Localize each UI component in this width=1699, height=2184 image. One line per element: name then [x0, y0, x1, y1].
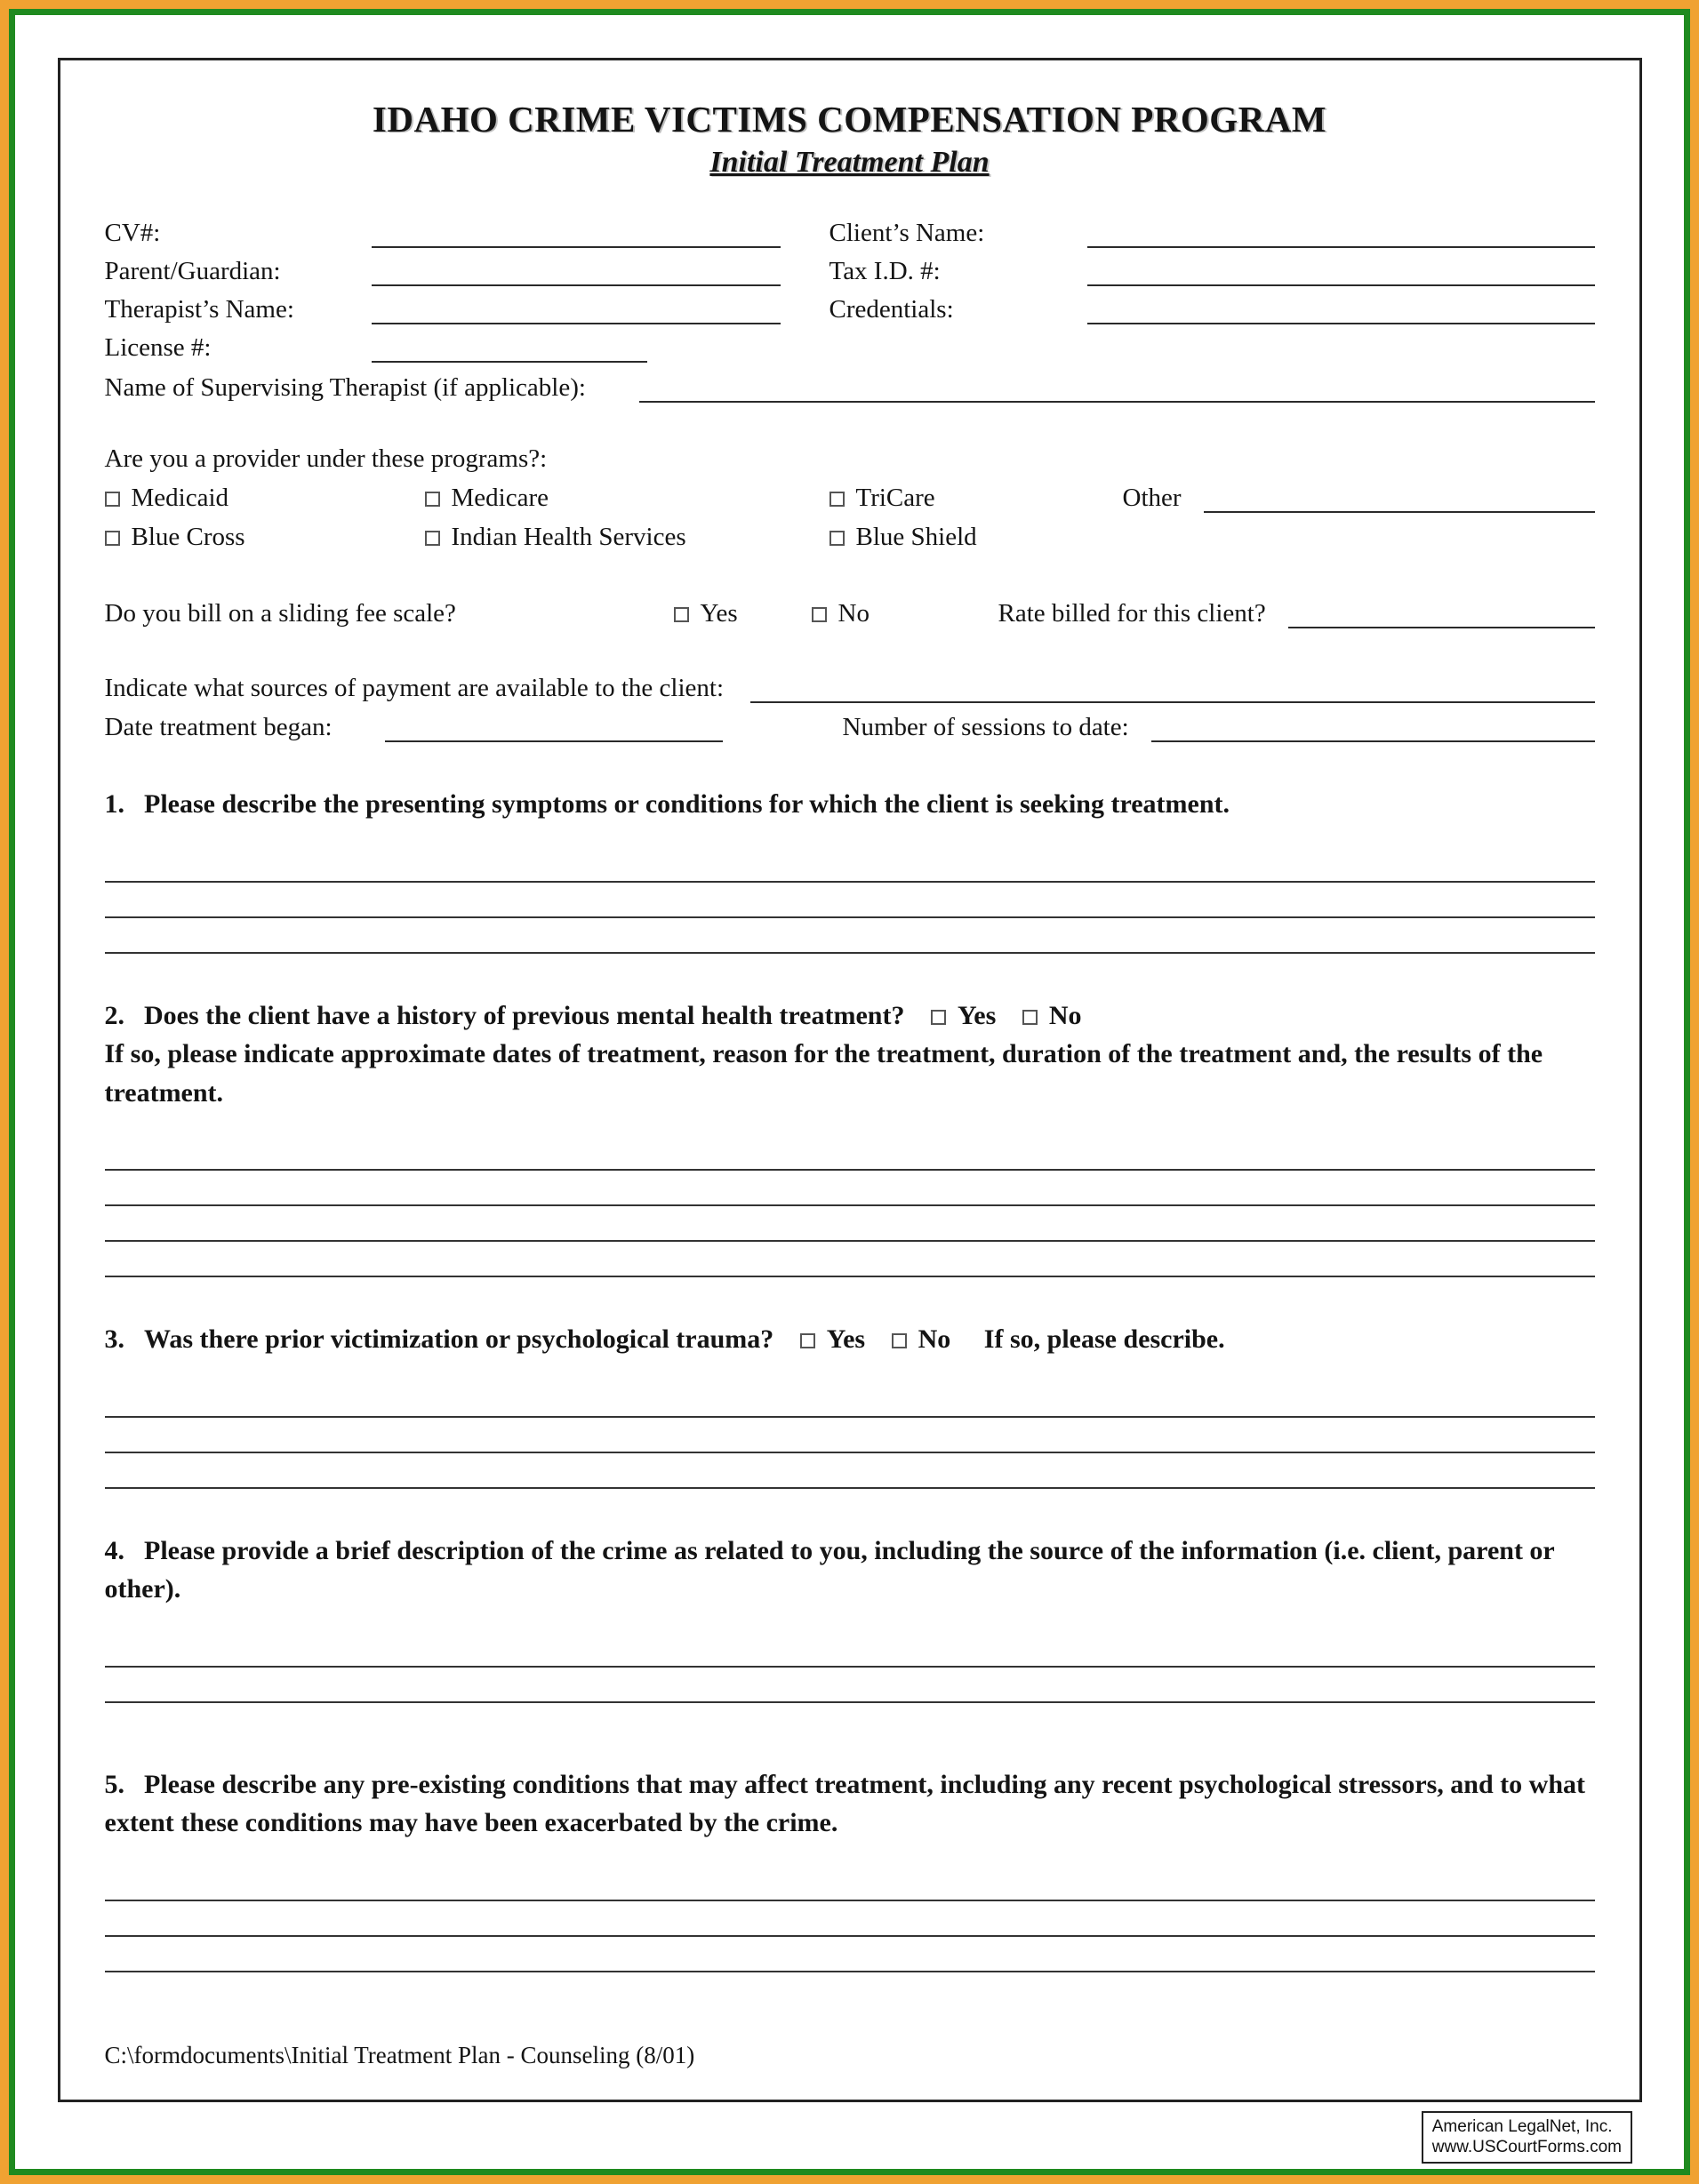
sessions-to-date-label: Number of sessions to date: [842, 713, 1129, 741]
tricare-label: TriCare [855, 484, 935, 512]
q2-yes-checkbox[interactable] [931, 1010, 946, 1025]
blue-shield-label: Blue Shield [855, 523, 977, 551]
q3-no-checkbox[interactable] [892, 1333, 907, 1348]
vendor-attribution-box [1422, 2111, 1632, 2164]
date-treatment-began-input-line[interactable] [385, 712, 723, 742]
indian-health-label: Indian Health Services [451, 523, 686, 551]
field-row-guardian-taxid [105, 248, 1595, 286]
therapist-name-label: Therapist’s Name: [104, 295, 294, 324]
provider-programs-section [105, 435, 1595, 552]
blue-shield-option [829, 523, 1123, 552]
provider-programs-question: Are you a provider under these programs?: [104, 444, 548, 473]
q3-yes-checkbox[interactable] [800, 1333, 815, 1348]
sessions-to-date-input-line[interactable] [1151, 712, 1595, 742]
payment-sources-input-line[interactable] [750, 673, 1594, 703]
answer-line[interactable] [105, 1901, 1595, 1937]
question-4 [105, 1532, 1595, 1609]
indian-health-option [425, 523, 829, 552]
medicaid-option [105, 484, 425, 513]
sliding-fee-question: Do you bill on a sliding fee scale? [104, 599, 456, 628]
sliding-fee-no-checkbox[interactable] [812, 607, 827, 622]
credentials-input-line[interactable] [1087, 294, 1595, 324]
sliding-fee-yes-option [674, 599, 812, 628]
q2-yes-option [931, 1001, 996, 1030]
field-row-therapist-credentials [105, 286, 1595, 324]
other-program-option [1123, 483, 1595, 513]
medicare-checkbox[interactable] [425, 492, 440, 507]
indian-health-checkbox[interactable] [425, 531, 440, 546]
rate-billed-label: Rate billed for this client? [998, 599, 1266, 628]
answer-line[interactable] [105, 1242, 1595, 1277]
answer-line[interactable] [105, 847, 1595, 883]
answer-line[interactable] [105, 1171, 1595, 1206]
answer-line[interactable] [105, 1453, 1595, 1489]
field-row-supervising [105, 363, 1595, 403]
tax-id-label: Tax I.D. #: [829, 257, 941, 285]
tax-id-input-line[interactable] [1087, 256, 1595, 286]
q3-yes-option [800, 1324, 865, 1354]
question-5 [105, 1765, 1595, 1843]
q3-yes-label: Yes [826, 1324, 866, 1354]
payment-sources-label: Indicate what sources of payment are available to the client: [104, 674, 725, 702]
vendor-name: American LegalNet, Inc. [1431, 2116, 1613, 2136]
question-3 [105, 1320, 1595, 1359]
therapist-name-input-line[interactable] [372, 294, 781, 324]
tricare-option [829, 484, 1123, 513]
treatment-dates-row [105, 703, 1595, 742]
field-row-cv-client [105, 210, 1595, 248]
file-path-footer: C:\formdocuments\Initial Treatment Plan - Counseling (8/01) [104, 2042, 695, 2068]
q3-no-label: No [918, 1324, 951, 1354]
question-2-text: Does the client have a history of previous mental health treatment? [144, 1000, 905, 1030]
field-row-license [105, 324, 1595, 363]
blue-cross-checkbox[interactable] [105, 531, 120, 546]
credentials-label: Credentials: [829, 295, 954, 324]
parent-guardian-input-line[interactable] [372, 256, 781, 286]
date-treatment-began-label: Date treatment began: [104, 713, 333, 741]
medicaid-checkbox[interactable] [105, 492, 120, 507]
q2-no-checkbox[interactable] [1022, 1010, 1038, 1025]
answer-line[interactable] [105, 1135, 1595, 1171]
payment-section [105, 664, 1595, 742]
question-1-number: 1. [104, 789, 124, 819]
answer-line[interactable] [105, 1937, 1595, 1972]
answer-line[interactable] [105, 1418, 1595, 1453]
question-1-text: Please describe the presenting symptoms or conditions for which the client is seeking treatment. [144, 789, 1230, 819]
question-2-answer-area [105, 1135, 1595, 1277]
question-4-answer-area [105, 1632, 1595, 1703]
q2-yes-label: Yes [957, 1000, 997, 1030]
question-2-continuation: If so, please indicate approximate dates of treatment, reason for the treatment, duration of the treatment and, the results of the treatment. [104, 1039, 1543, 1108]
q2-no-option [1022, 1001, 1082, 1030]
answer-line[interactable] [105, 1632, 1595, 1668]
client-name-label: Client’s Name: [829, 219, 985, 247]
question-3-number: 3. [104, 1324, 124, 1354]
programs-row-1 [105, 474, 1595, 513]
form-title: IDAHO CRIME VICTIMS COMPENSATION PROGRAM [372, 99, 1327, 140]
question-3-answer-area [105, 1382, 1595, 1489]
license-input-line[interactable] [372, 332, 647, 363]
blue-cross-label: Blue Cross [131, 523, 245, 551]
cv-label: CV#: [104, 219, 161, 247]
parent-guardian-label: Parent/Guardian: [104, 257, 281, 285]
identification-fields [105, 210, 1595, 403]
medicare-option [425, 484, 829, 513]
vendor-url[interactable]: www.USCourtForms.com [1431, 2138, 1622, 2157]
question-1-answer-area [105, 847, 1595, 954]
rate-billed-input-line[interactable] [1288, 598, 1595, 628]
question-4-text: Please provide a brief description of the crime as related to you, including the source of the information (i.e. client, parent or other). [104, 1535, 1555, 1604]
q2-no-label: No [1048, 1000, 1082, 1030]
answer-line[interactable] [105, 1866, 1595, 1901]
form-box [58, 58, 1642, 2102]
license-label: License #: [104, 333, 212, 362]
answer-line[interactable] [105, 1206, 1595, 1242]
sliding-fee-section [105, 589, 1595, 628]
answer-line[interactable] [105, 1382, 1595, 1418]
supervising-therapist-label: Name of Supervising Therapist (if applicable): [104, 373, 586, 402]
sliding-fee-no-label: No [837, 599, 870, 628]
sliding-fee-yes-label: Yes [700, 599, 738, 628]
form-subtitle: Initial Treatment Plan [709, 146, 990, 179]
question-2-number: 2. [104, 1000, 124, 1030]
programs-row-2 [105, 513, 1595, 552]
question-2 [105, 996, 1595, 1113]
blue-cross-option [105, 523, 425, 552]
question-1 [105, 785, 1595, 824]
answer-line[interactable] [105, 1668, 1595, 1703]
sliding-fee-yes-checkbox[interactable] [674, 607, 689, 622]
supervising-therapist-input-line[interactable] [639, 372, 1595, 403]
question-5-text: Please describe any pre-existing conditions that may affect treatment, including any recent psychological stressors, and to what extent these conditions may have been exacerbated by the crime. [104, 1769, 1586, 1837]
medicaid-label: Medicaid [131, 484, 229, 512]
answer-line[interactable] [105, 918, 1595, 954]
medicare-label: Medicare [451, 484, 549, 512]
question-3-tail: If so, please describe. [983, 1324, 1225, 1354]
question-4-number: 4. [104, 1535, 124, 1565]
cv-input-line[interactable] [372, 218, 781, 248]
question-5-answer-area [105, 1866, 1595, 1972]
green-border-frame [9, 9, 1690, 2175]
payment-sources-row [105, 664, 1595, 703]
blue-shield-checkbox[interactable] [829, 531, 845, 546]
other-program-input-line[interactable] [1204, 483, 1595, 513]
sliding-fee-no-option [812, 599, 998, 628]
client-name-input-line[interactable] [1087, 218, 1595, 248]
question-5-number: 5. [104, 1769, 124, 1799]
tricare-checkbox[interactable] [829, 492, 845, 507]
answer-line[interactable] [105, 883, 1595, 918]
other-label: Other [1122, 484, 1182, 512]
q3-no-option [892, 1324, 951, 1354]
question-3-text: Was there prior victimization or psychological trauma? [144, 1324, 774, 1354]
form-subtitle-row [105, 146, 1595, 180]
